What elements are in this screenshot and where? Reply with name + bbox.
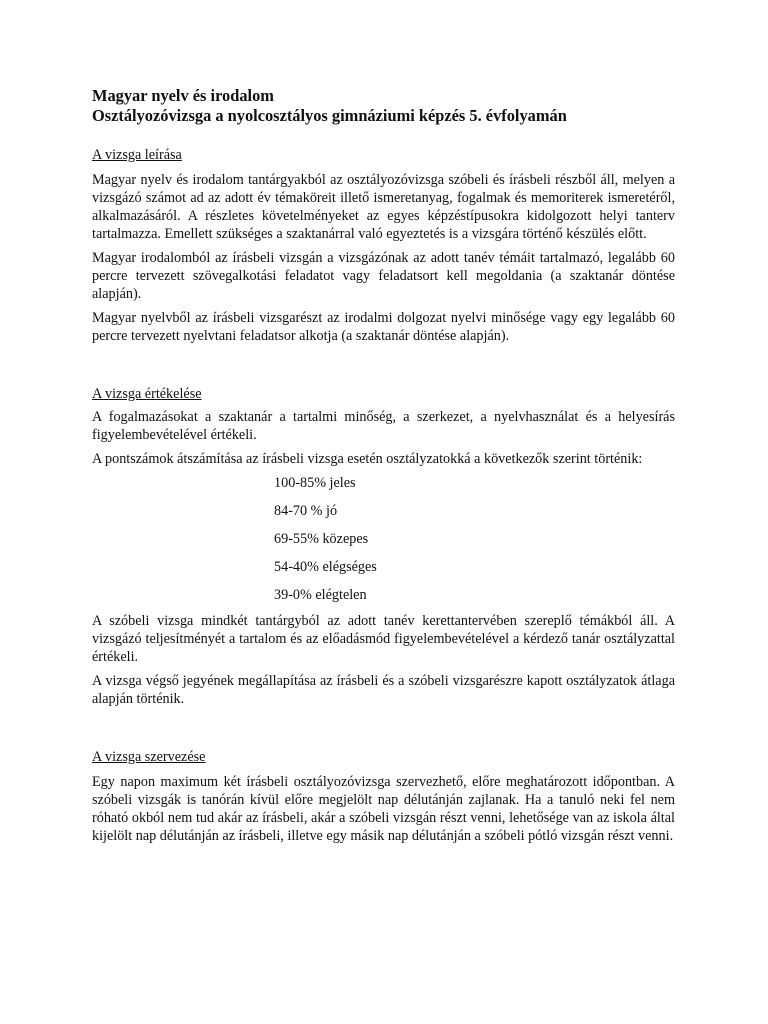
- grade-item: 39-0% elégtelen: [274, 587, 367, 603]
- paragraph: A fogalmazásokat a szaktanár a tartalmi minőség, a szerkezet, a nyelvhasználat és a helyesírás figyelembevételével értékeli.: [92, 409, 675, 443]
- section-evaluation: [92, 385, 675, 708]
- grade-item: 100-85% jeles: [274, 475, 356, 491]
- section-heading-evaluation: A vizsga értékelése: [92, 386, 202, 402]
- title-line-2: Osztályozóvizsga a nyolcosztályos gimnáziumi képzés 5. évfolyamán: [92, 106, 567, 125]
- paragraph: Magyar irodalomból az írásbeli vizsgán a vizsgázónak az adott tanév témáit tartalmazó, legalább 60 percre tervezett szövegalkotási feladatot vagy feladatsort kell megoldania (a szaktanár döntése alapján).: [92, 250, 675, 302]
- section-organization: [92, 748, 675, 845]
- paragraph: Egy napon maximum két írásbeli osztályozóvizsga szervezhető, előre meghatározott időpontban. A szóbeli vizsgák is tanórán kívül előre megjelölt nap délutánján zajlanak. Ha a tanuló neki fel nem róható okból nem tud akár az írásbeli, akár a szóbeli vizsgán részt venni, lehetősége van az iskola által kijelölt nap délutánján az írásbeli, illetve egy másik nap délutánján a szóbeli pótló vizsgán részt venni.: [92, 774, 675, 844]
- section-heading-organization: A vizsga szervezése: [92, 749, 206, 765]
- paragraph: A pontszámok átszámítása az írásbeli vizsga esetén osztályzatokká a következők szerint történik:: [92, 451, 643, 467]
- paragraph: Magyar nyelv és irodalom tantárgyakból az osztályozóvizsga szóbeli és írásbeli részből áll, melyen a vizsgázó számot ad az adott év témaköreit illető ismeretanyag, fogalmak és memoriterek ismeretéről, alkalmazásáról. A részletes követelményeket az egyes képzéstípusokra kidolgozott helyi tanterv tartalmazza. Emellett szükséges a szaktanárral való egyeztetés is a vizsgára történő készülés előtt.: [92, 172, 675, 242]
- grade-item: 54-40% elégséges: [274, 559, 377, 575]
- document-page: [92, 86, 675, 845]
- paragraph: Magyar nyelvből az írásbeli vizsgarészt az irodalmi dolgozat nyelvi minősége vagy egy legalább 60 percre tervezett nyelvtani feladatsor alkotja (a szaktanár döntése alapján).: [92, 310, 675, 344]
- paragraph: A szóbeli vizsga mindkét tantárgyból az adott tanév kerettantervében szereplő témákból áll. A vizsgázó teljesítményét a tartalom és az előadásmód figyelembevételével a kérdező tanár osztályzattal értékeli.: [92, 613, 675, 665]
- grade-item: 69-55% közepes: [274, 531, 369, 547]
- grade-item: 84-70 % jó: [274, 503, 338, 519]
- grade-list: [274, 474, 768, 604]
- paragraph: A vizsga végső jegyének megállapítása az írásbeli és a szóbeli vizsgarészre kapott osztályzatok átlaga alapján történik.: [92, 673, 675, 707]
- document-title: [92, 86, 675, 126]
- section-description: [92, 146, 675, 345]
- title-line-1: Magyar nyelv és irodalom: [92, 86, 274, 105]
- section-heading-description: A vizsga leírása: [92, 147, 182, 163]
